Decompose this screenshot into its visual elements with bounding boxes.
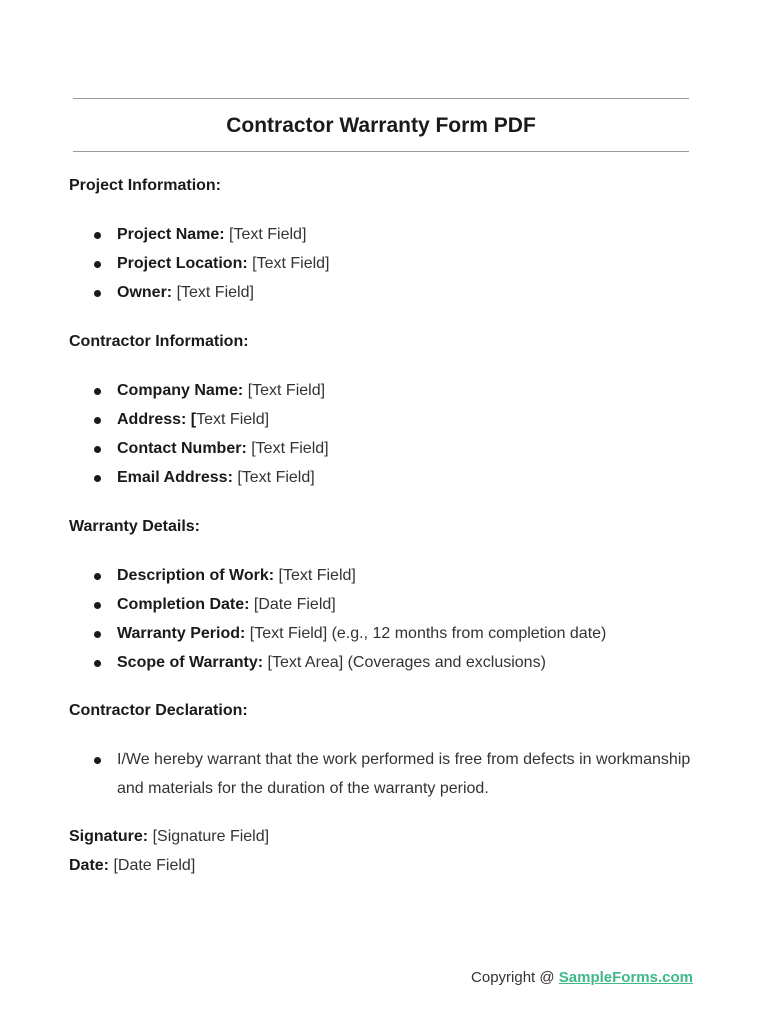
field-value: [Text Field] (243, 382, 326, 399)
declaration-text: I/We hereby warrant that the work performed is free from defects in workmanship and materials for the duration of the warranty period. (117, 751, 691, 797)
field-value: [Text Field] (172, 284, 254, 301)
field-label: Company Name: (117, 382, 244, 399)
field-label: Warranty Period: (117, 625, 246, 642)
list-item (69, 405, 709, 434)
list-item (69, 220, 709, 249)
field-label: Completion Date: (117, 596, 250, 613)
field-label: Project Name: (117, 226, 225, 243)
warranty-details-list (69, 561, 709, 677)
field-label: Scope of Warranty: (117, 654, 264, 671)
date-field: [Date Field] (109, 857, 196, 874)
list-item (69, 648, 709, 677)
field-value: [Text Field] (247, 255, 330, 272)
bullet-icon (94, 573, 101, 580)
list-item (69, 745, 697, 803)
title-top-rule (73, 98, 689, 99)
list-item (69, 376, 709, 405)
project-info-heading: Project Information: (69, 177, 222, 194)
list-item (69, 434, 709, 463)
field-value: [Text Field] (246, 440, 329, 457)
list-item (69, 249, 709, 278)
bullet-icon (94, 757, 101, 764)
field-value: [Text Field] (e.g., 12 months from completion date) (245, 625, 607, 642)
bullet-icon (94, 261, 101, 268)
bullet-icon (94, 232, 101, 239)
sampleforms-link[interactable]: SampleForms.com (558, 969, 693, 986)
copyright-footer (471, 968, 693, 988)
copyright-text: Copyright @ (471, 969, 559, 986)
bullet-icon (94, 602, 101, 609)
bullet-icon (94, 446, 101, 453)
field-label: Project Location: (117, 255, 248, 272)
list-item (69, 463, 709, 492)
project-info-list (69, 220, 709, 307)
field-value: [Text Field] (232, 469, 315, 486)
contractor-info-heading: Contractor Information: (69, 333, 249, 350)
field-label: Email Address: (117, 469, 233, 486)
bullet-icon (94, 417, 101, 424)
signature-label: Signature: (69, 828, 149, 845)
field-label: Description of Work: (117, 567, 275, 584)
field-value: [Text Field] (224, 226, 307, 243)
list-item (69, 619, 709, 648)
declaration-list (69, 745, 697, 803)
bullet-icon (94, 388, 101, 395)
field-label: Address: [ (117, 411, 197, 428)
contractor-info-list (69, 376, 709, 492)
declaration-heading: Contractor Declaration: (69, 702, 248, 719)
date-line (69, 856, 195, 876)
date-label: Date: (69, 857, 110, 874)
list-item (69, 590, 709, 619)
bullet-icon (94, 290, 101, 297)
field-value: [Date Field] (249, 596, 336, 613)
field-value: [Text Field] (274, 567, 356, 584)
warranty-details-heading: Warranty Details: (69, 518, 200, 535)
bullet-icon (94, 475, 101, 482)
page-title: Contractor Warranty Form PDF (226, 114, 536, 137)
bullet-icon (94, 660, 101, 667)
field-value: [Text Area] (Coverages and exclusions) (263, 654, 546, 671)
field-value: Text Field] (196, 411, 270, 428)
list-item (69, 561, 709, 590)
list-item (69, 278, 709, 307)
field-label: Contact Number: (117, 440, 247, 457)
bullet-icon (94, 631, 101, 638)
field-label: Owner: (117, 284, 173, 301)
signature-line (69, 827, 269, 847)
title-bottom-rule (73, 151, 689, 152)
signature-field: [Signature Field] (148, 828, 270, 845)
